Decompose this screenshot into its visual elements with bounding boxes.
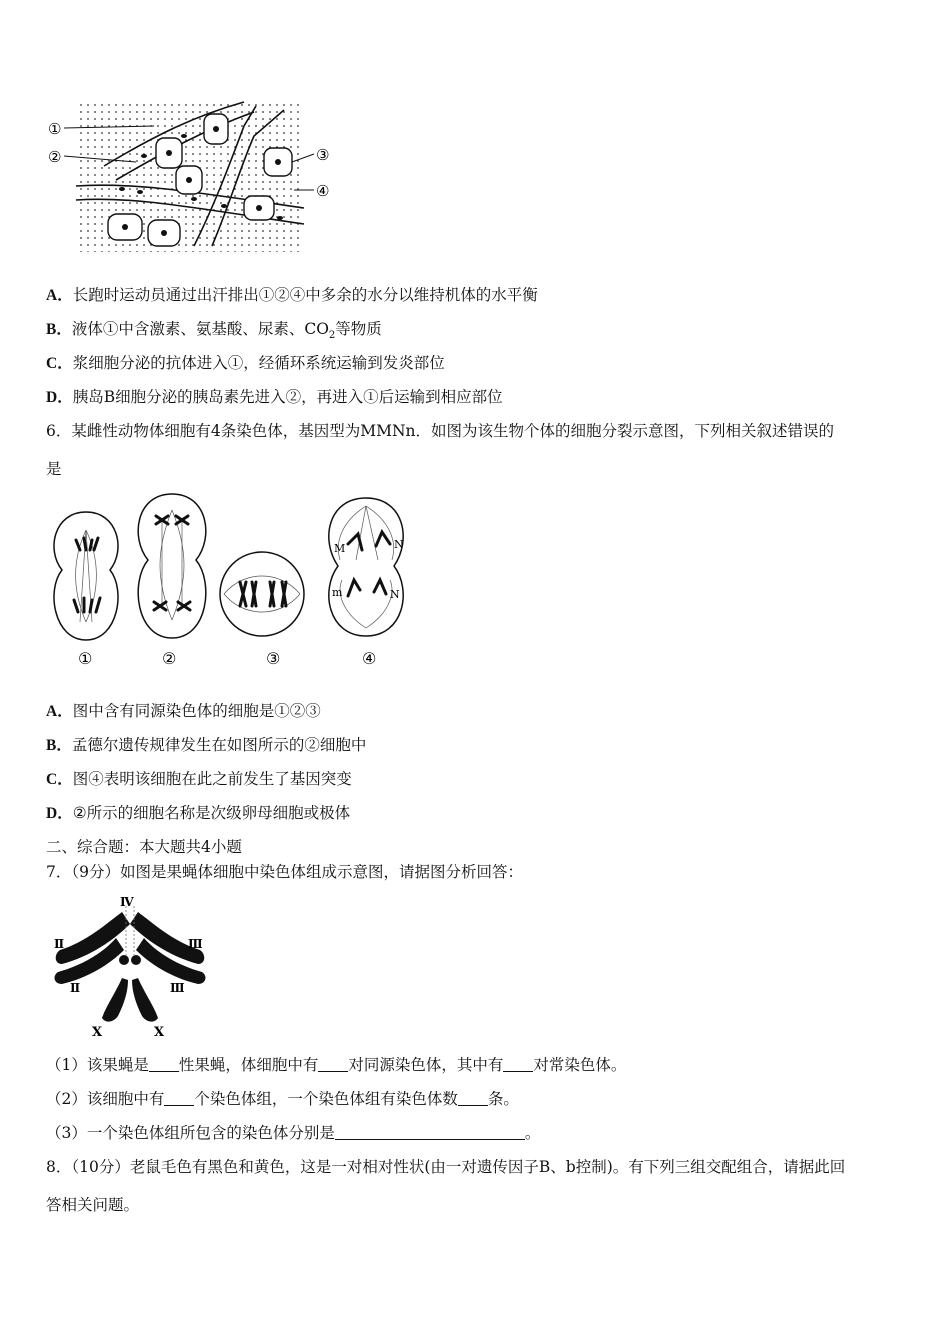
- fig1-label-4: ④: [316, 182, 330, 200]
- fig1-label-2: ②: [48, 148, 62, 166]
- gene-label-n-lower: N: [390, 588, 400, 601]
- gene-label-m-upper: M: [334, 542, 346, 555]
- cell-label-1: ①: [78, 649, 93, 668]
- q7-blank-6[interactable]: [335, 1125, 525, 1140]
- fruitfly-karyotype-diagram: [46, 894, 216, 1040]
- q7-subquestion-3: （3）一个染色体组所包含的染色体分别是 。: [46, 1124, 541, 1142]
- chrom-label-iii-lower: Ⅲ: [170, 981, 185, 995]
- q6-stem-line1: 6．某雌性动物体细胞有4条染色体，基因型为MMNn．如图为该生物个体的细胞分裂示意图，下列相关叙述错误的: [46, 422, 835, 440]
- body-fluid-diagram: [44, 96, 344, 256]
- section-2-heading: 二、综合题：本大题共4小题: [46, 838, 242, 856]
- q5-option-b: B．液体①中含激素、氨基酸、尿素、$CO_2$等物质: [46, 320, 382, 342]
- q6-option-a: A．图中含有同源染色体的细胞是①②③: [46, 702, 321, 720]
- fruitfly-karyotype-svg: [46, 894, 216, 1040]
- q6-option-b: B．孟德尔遗传规律发生在如图所示的②细胞中: [46, 736, 367, 754]
- gene-label-m-lower: m: [332, 586, 343, 599]
- q7-stem: 7．（9分）如图是果蝇体细胞中染色体组成示意图，请据图分析回答：: [46, 863, 523, 881]
- chrom-label-ii-upper: Ⅱ: [54, 937, 65, 951]
- q6-option-d: D．②所示的细胞名称是次级卵母细胞或极体: [46, 804, 351, 822]
- q7-blank-2[interactable]: [318, 1057, 348, 1072]
- cell-label-3: ③: [266, 649, 281, 668]
- cell-division-svg: [44, 490, 424, 675]
- q7-blank-1[interactable]: [149, 1057, 179, 1072]
- q7-blank-5[interactable]: [458, 1091, 488, 1106]
- fig1-label-3: ③: [316, 146, 330, 164]
- chrom-label-iv: Ⅳ: [120, 895, 134, 909]
- fig1-label-1: ①: [48, 120, 62, 138]
- cell-division-diagram: [44, 490, 424, 675]
- q7-blank-4[interactable]: [164, 1091, 194, 1106]
- q7-subquestion-2: （2）该细胞中有 个染色体组，一个染色体组有染色体数 条。: [46, 1090, 519, 1108]
- q5-option-d: D．胰岛B细胞分泌的胰岛素先进入②，再进入①后运输到相应部位: [46, 388, 503, 406]
- q6-stem-line2: 是: [46, 460, 62, 478]
- chrom-label-x-right: X: [154, 1025, 165, 1040]
- q5-option-c: C．浆细胞分泌的抗体进入①，经循环系统运输到发炎部位: [46, 354, 445, 372]
- q5-option-a: A．长跑时运动员通过出汗排出①②④中多余的水分以维持机体的水平衡: [46, 286, 538, 304]
- q8-stem-line2: 答相关问题。: [46, 1196, 140, 1214]
- cell-label-2: ②: [162, 649, 177, 668]
- body-fluid-svg: [44, 96, 344, 256]
- q7-subquestion-1: （1）该果蝇是 性果蝇，体细胞中有 对同源染色体，其中有 对常染色体。: [46, 1056, 627, 1074]
- chrom-label-iii-upper: Ⅲ: [188, 937, 203, 951]
- q8-stem-line1: 8．（10分）老鼠毛色有黑色和黄色，这是一对相对性状(由一对遗传因子B、b控制)。有下列三组交配组合，请据此回: [46, 1158, 846, 1176]
- q6-option-c: C．图④表明该细胞在此之前发生了基因突变: [46, 770, 352, 788]
- chrom-label-ii-lower: Ⅱ: [70, 981, 81, 995]
- cell-label-4: ④: [362, 649, 377, 668]
- chrom-label-x-left: X: [92, 1025, 103, 1040]
- q7-blank-3[interactable]: [503, 1057, 533, 1072]
- gene-label-n-upper: N: [394, 538, 404, 551]
